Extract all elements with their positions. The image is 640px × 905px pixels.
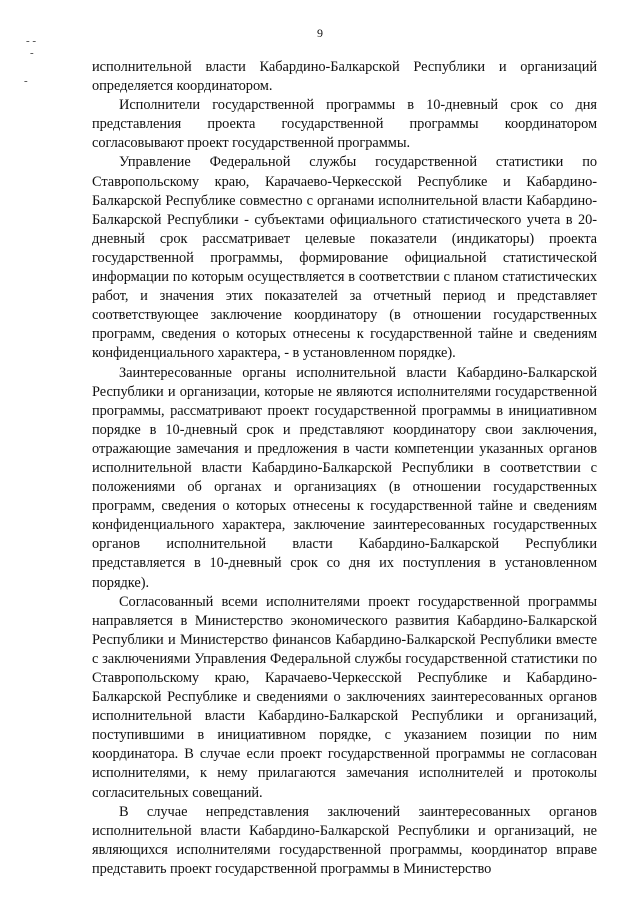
paragraph-approved-project: Согласованный всеми исполнителями проект государственной программы направляется в Министерство экономического развития Кабардино-Балкарской Республики и Министерство финансов Кабардино-Балкарской Республики вместе с заключениями Управления Федеральной службы государственной статистики по Ставропольскому краю, Карачаево-Черкесской Республике и Кабардино-Балкарской Республике и сведениями о заключениях заинтересованных органов исполнительной власти Кабардино-Балкарской Республики и организаций, поступившими в инициативном порядке, с указанием позиции по ним координатора. В случае если проект государственной программы не согласован исполнителями, к нему прилагаются замечания исполнителей и протоколы согласительных совещаний.	[92, 593, 597, 801]
margin-mark: ‑ ‑	[26, 35, 37, 47]
paragraph-executors-approval: Исполнители государственной программы в 10-дневный срок со дня представления проекта государственной программы координатором согласовывают проект государственной программы.	[92, 97, 597, 152]
margin-mark: ‑	[30, 47, 34, 59]
paragraph-interested-bodies: Заинтересованные органы исполнительной власти Кабардино-Балкарской Республики и организации, которые не являются исполнителями государственной программы, рассматривают проект государственной программы в инициативном порядке в 10-дневный срок и представляют координатору свои заключения, отражающие замечания и предложения в части компетенции указанных органов исполнительной власти Кабардино-Балкарской Республики в соответствии с положениями об органах и организациях (в отношении государственных программ, сведения о которых отнесены к государственной тайне и сведениям конфиденциального характера, заключение заинтересованных государственных органов исполнительной власти Кабардино-Балкарской Республики представляется в 10-дневный срок со дня их поступления в установленном порядке).	[92, 364, 597, 591]
margin-mark: ‑	[24, 75, 28, 87]
document-body	[92, 58, 597, 879]
page-number: 9	[317, 26, 323, 40]
paragraph-statistics-service: Управление Федеральной службы государственной статистики по Ставропольскому краю, Карачаево-Черкесской Республике и Кабардино-Балкарской Республике совместно с органами исполнительной власти Кабардино-Балкарской Республики - субъектами официального статистического учета в 20-дневный срок рассматривает целевые показатели (индикаторы) проекта государственной программы, формирование официальной статистической информации по которым осуществляется в соответствии с планом статистических работ, и значения этих показателей за отчетный период и представляет соответствующее заключение координатору (в отношении государственных программ, сведения о которых отнесены к государственной тайне и сведениям конфиденциального характера, - в установленном порядке).	[92, 154, 597, 362]
paragraph-non-submission: В случае непредставления заключений заинтересованных органов исполнительной власти Кабардино-Балкарской Республики и организаций, не являющихся исполнителями государственной программы, координатор вправе представить проект государственной программы в Министерство	[92, 803, 597, 877]
paragraph-continuation: исполнительной власти Кабардино-Балкарской Республики и организаций определяется координатором.	[92, 59, 597, 95]
